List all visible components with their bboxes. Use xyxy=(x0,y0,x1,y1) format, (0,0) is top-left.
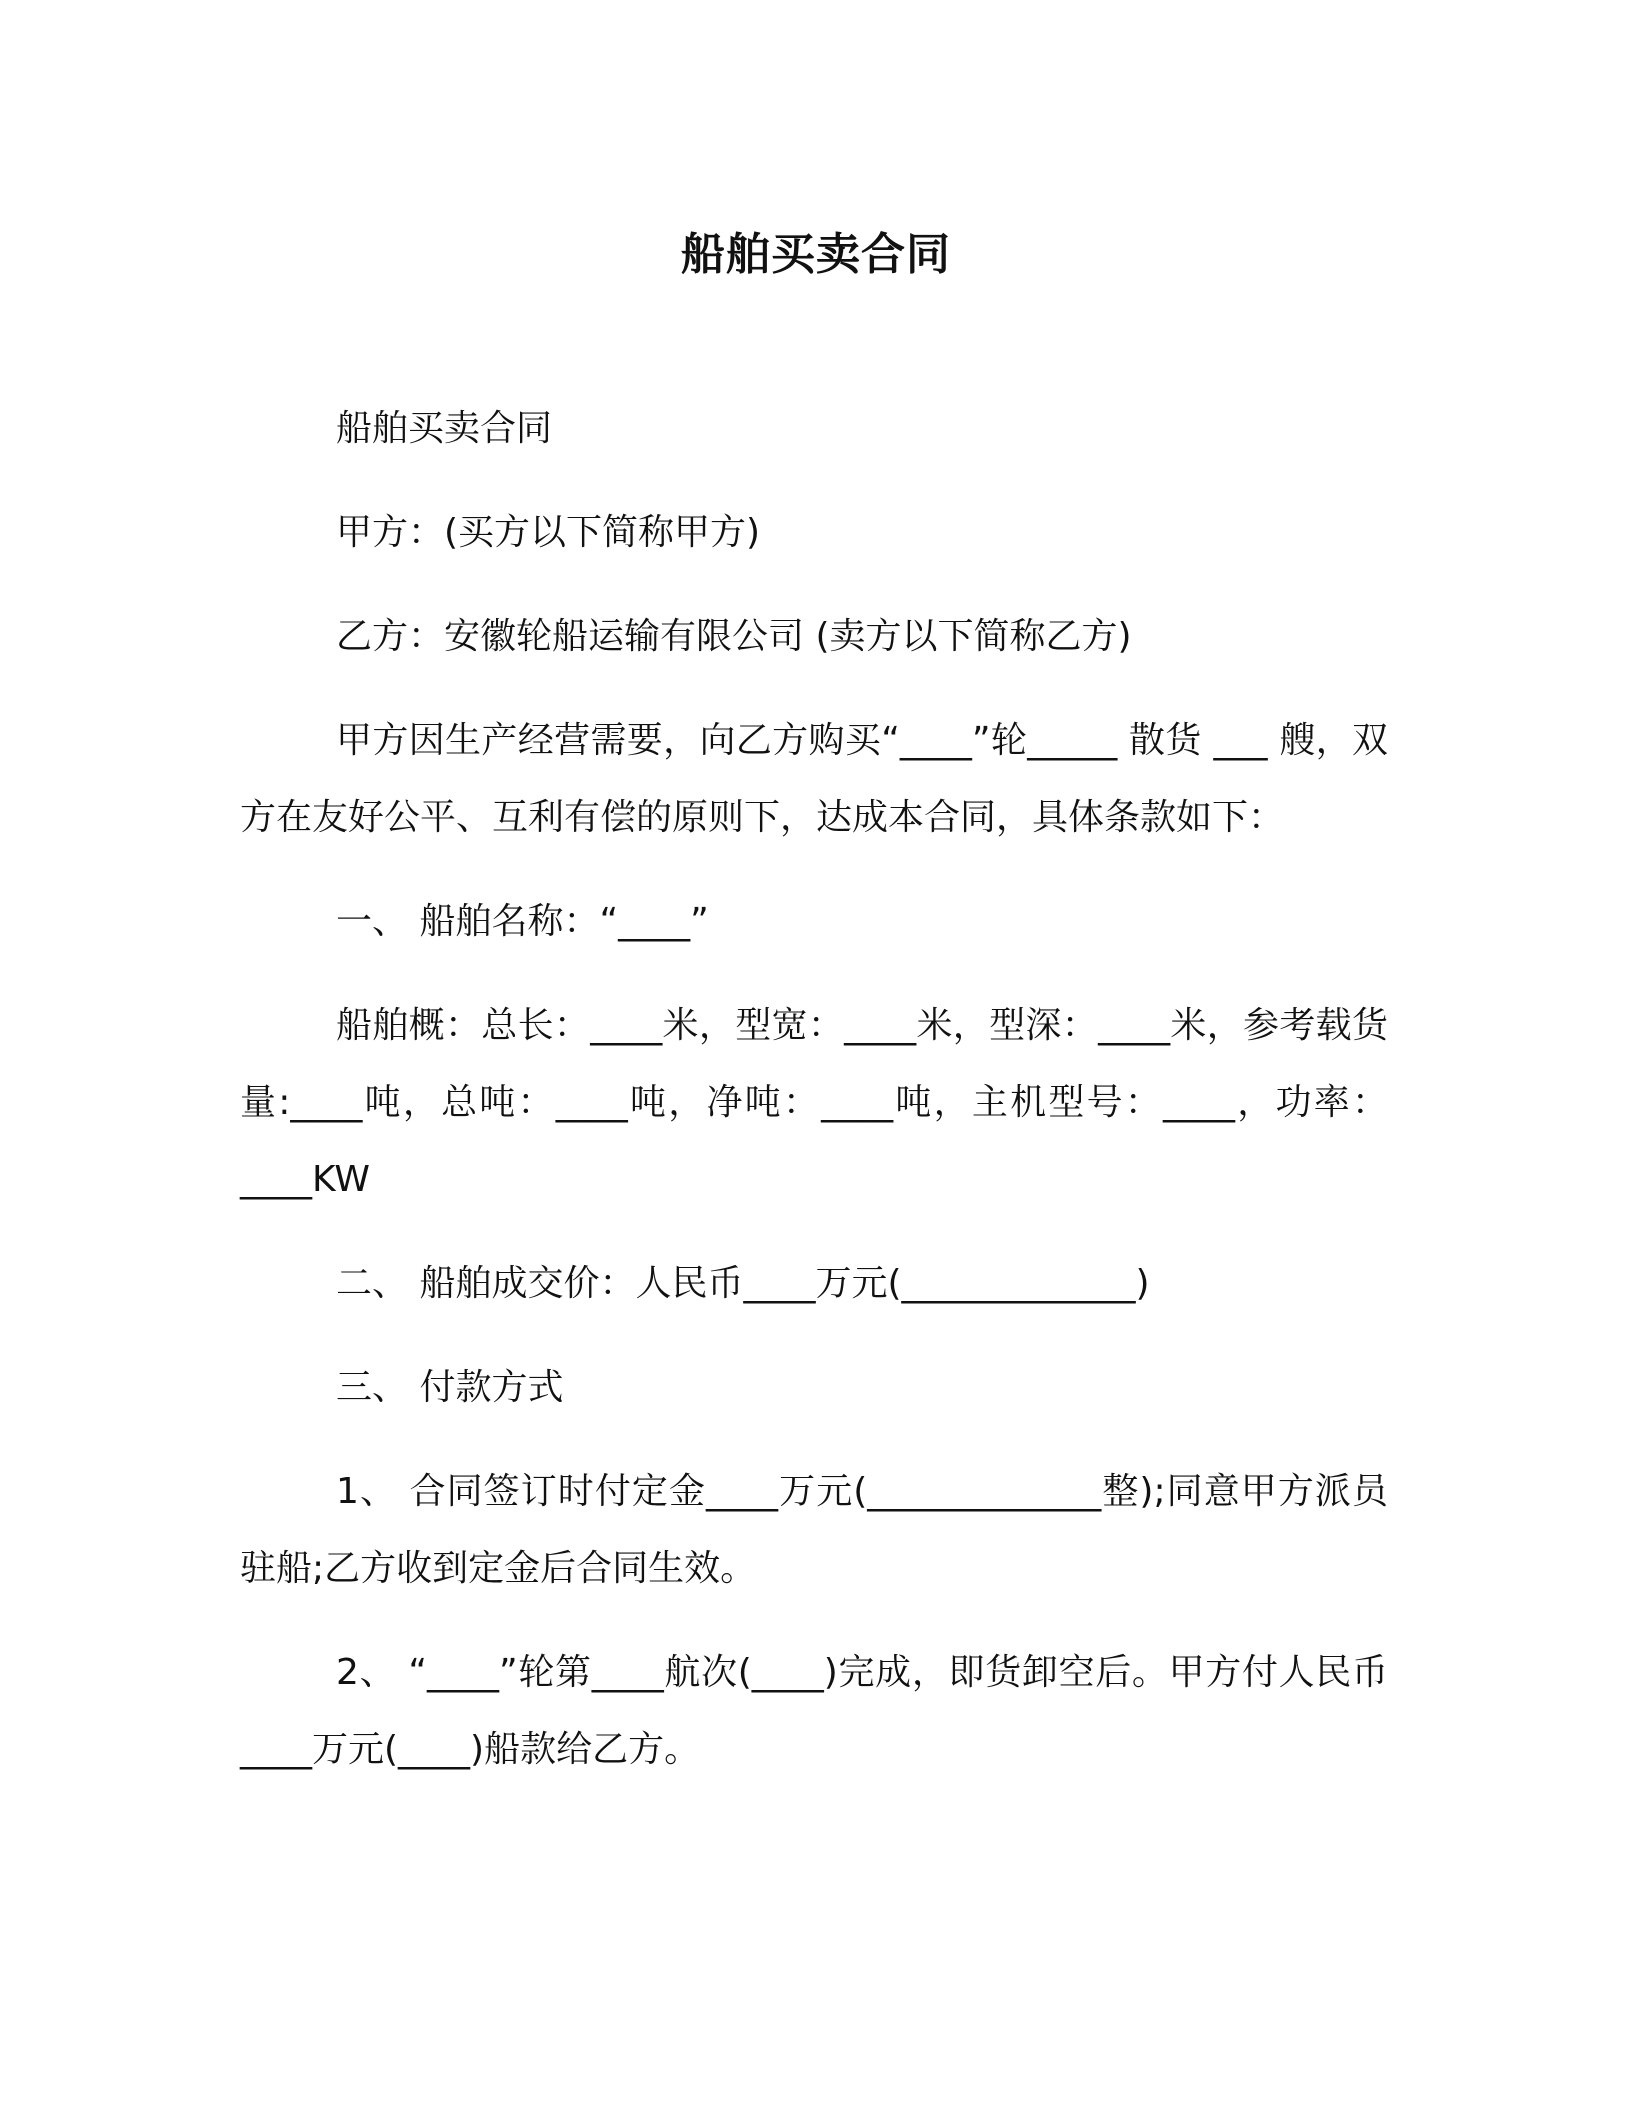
payment-item-2: 2、 “____”轮第____航次(____)完成，即货卸空后。甲方付人民币____万元(____)船款给乙方。 xyxy=(240,1652,1388,1770)
party-b-paragraph: 乙方：安徽轮船运输有限公司 (卖方以下简称乙方) xyxy=(336,616,1132,657)
clause-1-ship-name: 一、 船舶名称：“____” xyxy=(336,901,709,942)
ship-specs-paragraph: 船舶概：总长：____米，型宽：____米，型深：____米，参考载货量:____吨，总吨：____吨，净吨：____吨，主机型号：____，功率：____KW xyxy=(240,1005,1388,1200)
document-body xyxy=(240,390,1388,1815)
intro-paragraph: 甲方因生产经营需要，向乙方购买“____”轮_____ 散货 ___ 艘，双方在友好公平、互利有偿的原则下，达成本合同，具体条款如下： xyxy=(240,720,1388,838)
payment-item-1: 1、 合同签订时付定金____万元(_____________整);同意甲方派员驻船;乙方收到定金后合同生效。 xyxy=(240,1471,1388,1589)
party-a-paragraph: 甲方：(买方以下简称甲方) xyxy=(336,512,761,553)
clause-2-price: 二、 船舶成交价：人民币____万元(_____________) xyxy=(336,1263,1150,1304)
clause-3-payment-heading: 三、 付款方式 xyxy=(336,1367,564,1408)
subtitle-paragraph: 船舶买卖合同 xyxy=(336,408,553,449)
document-title: 船舶买卖合同 xyxy=(681,229,951,280)
